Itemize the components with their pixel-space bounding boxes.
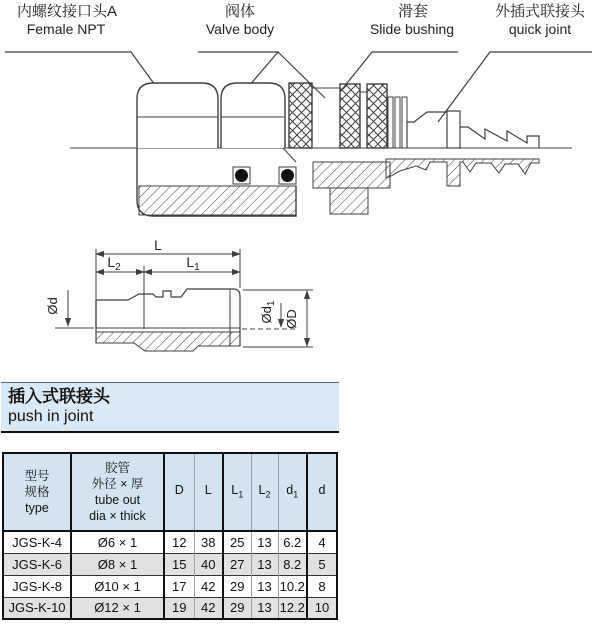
cell-d: 5	[307, 553, 337, 575]
cell-d: 4	[318, 534, 326, 550]
o-ring	[281, 169, 294, 182]
cell-d: 10	[307, 597, 337, 619]
dim-label-L: L	[154, 237, 162, 253]
cell-d1: 10.2	[278, 575, 307, 597]
table-row	[3, 531, 337, 553]
col-header-d: d	[307, 453, 337, 531]
hex-nut-female	[137, 83, 218, 148]
cell-L1: 29	[223, 575, 251, 597]
section-title-en: push in joint	[8, 408, 94, 425]
callout-zh: 滑套	[397, 3, 429, 20]
dim-label-D: ØD	[284, 309, 299, 329]
cell-D: 12	[164, 531, 194, 553]
plug-section-hatch	[96, 332, 240, 351]
col-header-type: 型号 规格 type	[3, 453, 71, 531]
cell-L: 38	[194, 531, 223, 553]
cell-D: 15	[164, 553, 194, 575]
hex-nut-valve-body	[221, 83, 285, 148]
callout-zh: 外插式联接头	[494, 3, 586, 20]
section-banner	[1, 382, 339, 433]
col-header-d1: $d_1$	[278, 453, 307, 531]
cell-type: JGS-K-6	[3, 553, 71, 575]
cell-tube: Ø6 × 1	[71, 531, 164, 553]
callout-quick-joint	[438, 2, 592, 122]
col-header-tube: 胶管 外径 × 厚 tube out dia × thick	[71, 453, 164, 531]
ridge	[388, 97, 393, 148]
cell-L: 42	[194, 597, 223, 619]
cell-d1: 8.2	[278, 553, 307, 575]
cell-L1: 25	[223, 531, 251, 553]
cell-L1: 27	[223, 553, 251, 575]
callout-en: Valve body	[205, 21, 275, 37]
cell-L2: 13	[251, 597, 278, 619]
cell-type: JGS-K-8	[3, 575, 71, 597]
valve-seat-line	[283, 148, 296, 162]
cell-type: JGS-K-4	[3, 531, 71, 553]
header-row	[3, 453, 337, 531]
callout-en: Female NPT	[26, 21, 106, 37]
dim-label-L1: $L_1$	[186, 254, 200, 273]
table-row	[3, 553, 337, 575]
cell-D: 19	[164, 597, 194, 619]
dim-label-d1: $Ød_1$	[259, 300, 277, 324]
cell-L1: 29	[223, 597, 251, 619]
hose-barbs-lower-section	[386, 159, 539, 186]
dimension-drawing	[45, 237, 313, 351]
cell-L2: 13	[251, 553, 278, 575]
knurl-band	[289, 83, 312, 148]
cell-tube: Ø8 × 1	[71, 553, 164, 575]
cell-d1: 6.2	[278, 531, 307, 553]
col-header-L1: $L_1$	[223, 453, 251, 531]
callout-zh: 阀体	[224, 3, 256, 20]
cell-L: 40	[194, 553, 223, 575]
o-ring	[235, 169, 248, 182]
ridge	[402, 97, 407, 148]
table-row	[3, 597, 337, 619]
hose-barbs-upper	[460, 127, 539, 148]
col-header-L2: $L_2$	[251, 453, 278, 531]
col-header-L: L	[194, 453, 223, 531]
callout-zh: 内螺纹接口头A	[16, 3, 118, 20]
dim-label-L2: $L_2$	[107, 254, 121, 273]
knurl-band	[367, 84, 387, 148]
cell-L2: 13	[251, 575, 278, 597]
cell-type: JGS-K-10	[3, 597, 71, 619]
section-hatch-left	[139, 186, 296, 215]
ridge	[395, 97, 400, 148]
table-row	[3, 575, 337, 597]
cell-d1: 12.2	[278, 597, 307, 619]
leader-line	[438, 52, 592, 122]
cell-L: 42	[194, 575, 223, 597]
callout-en: Slide bushing	[369, 21, 455, 37]
knurl-band	[340, 84, 360, 148]
spec-table	[2, 452, 338, 620]
cell-d: 8	[307, 575, 337, 597]
cell-L2: 13	[251, 531, 278, 553]
flange	[447, 111, 460, 148]
callout-slide-bushing	[340, 3, 458, 92]
section-title-zh: 插入式联接头	[8, 387, 110, 406]
callout-en: quick joint	[508, 21, 572, 37]
section-hatch-pocket	[330, 188, 368, 214]
section-hatch-mid	[313, 162, 390, 188]
col-header-D: D	[164, 453, 194, 531]
assembly-cross-section	[70, 83, 572, 216]
cell-tube: Ø12 × 1	[71, 597, 164, 619]
cell-D: 17	[164, 575, 194, 597]
cell-tube: Ø10 × 1	[71, 575, 164, 597]
dim-label-d: Ød	[45, 297, 60, 315]
